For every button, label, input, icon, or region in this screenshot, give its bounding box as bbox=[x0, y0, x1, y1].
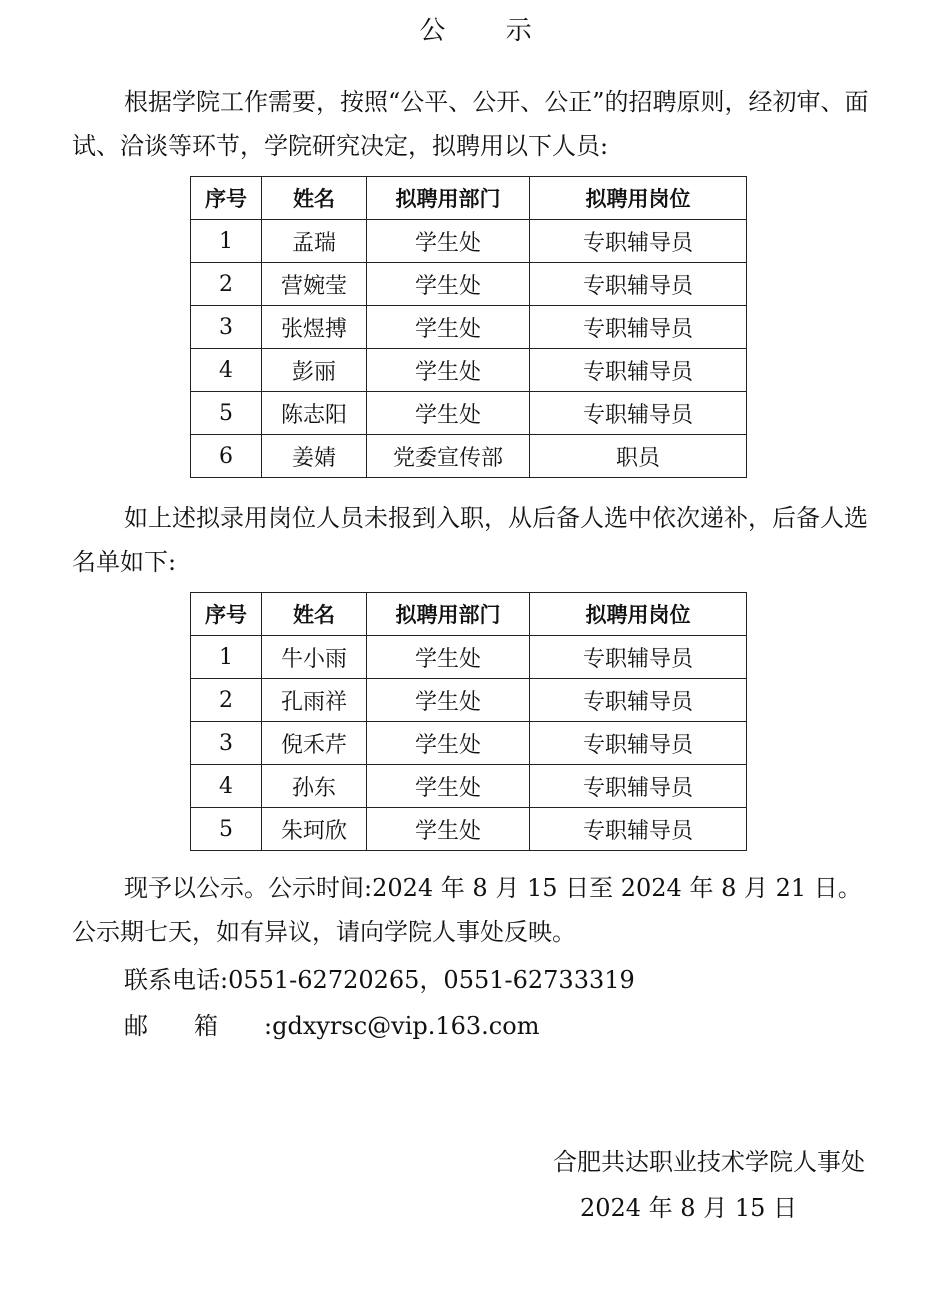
cell-post: 专职辅导员 bbox=[530, 679, 747, 722]
contact-phone-line bbox=[124, 958, 635, 1002]
cell-post: 专职辅导员 bbox=[530, 349, 747, 392]
cell-no: 2 bbox=[191, 679, 262, 722]
cell-no: 5 bbox=[191, 392, 262, 435]
cell-post: 专职辅导员 bbox=[530, 636, 747, 679]
cell-name: 张煜搏 bbox=[262, 306, 367, 349]
cell-name: 姜婧 bbox=[262, 435, 367, 478]
cell-name: 孔雨祥 bbox=[262, 679, 367, 722]
cell-post: 专职辅导员 bbox=[530, 722, 747, 765]
cell-dept: 学生处 bbox=[367, 306, 530, 349]
cell-name: 彭丽 bbox=[262, 349, 367, 392]
table-row bbox=[191, 636, 747, 679]
cell-dept: 学生处 bbox=[367, 808, 530, 851]
table-row bbox=[191, 722, 747, 765]
cell-name: 孙东 bbox=[262, 765, 367, 808]
cell-no: 1 bbox=[191, 636, 262, 679]
cell-post: 专职辅导员 bbox=[530, 392, 747, 435]
table-header-row bbox=[191, 177, 747, 220]
table-row bbox=[191, 306, 747, 349]
cell-dept: 学生处 bbox=[367, 392, 530, 435]
cell-post: 专职辅导员 bbox=[530, 808, 747, 851]
table-row bbox=[191, 349, 747, 392]
header-no: 序号 bbox=[191, 177, 262, 220]
cell-dept: 学生处 bbox=[367, 220, 530, 263]
header-no: 序号 bbox=[191, 593, 262, 636]
cell-name: 倪禾芹 bbox=[262, 722, 367, 765]
table-row bbox=[191, 808, 747, 851]
hires-table bbox=[190, 176, 747, 478]
cell-dept: 党委宣传部 bbox=[367, 435, 530, 478]
cell-no: 1 bbox=[191, 220, 262, 263]
header-post: 拟聘用岗位 bbox=[530, 593, 747, 636]
table-row bbox=[191, 435, 747, 478]
cell-no: 5 bbox=[191, 808, 262, 851]
backup-intro-paragraph: 如上述拟录用岗位人员未报到入职，从后备人选中依次递补，后备人选名单如下: bbox=[72, 504, 868, 576]
header-name: 姓名 bbox=[262, 177, 367, 220]
cell-post: 专职辅导员 bbox=[530, 306, 747, 349]
cell-dept: 学生处 bbox=[367, 636, 530, 679]
table-row bbox=[191, 263, 747, 306]
email-value: :gdxyrsc@vip.163.com bbox=[264, 1012, 540, 1040]
header-name: 姓名 bbox=[262, 593, 367, 636]
cell-dept: 学生处 bbox=[367, 765, 530, 808]
cell-dept: 学生处 bbox=[367, 722, 530, 765]
cell-no: 4 bbox=[191, 349, 262, 392]
header-dept: 拟聘用部门 bbox=[367, 177, 530, 220]
signature-organization: 合肥共达职业技术学院人事处 bbox=[553, 1148, 865, 1176]
phone-value: 0551-62720265，0551-62733319 bbox=[228, 966, 635, 994]
header-dept: 拟聘用部门 bbox=[367, 593, 530, 636]
header-post: 拟聘用岗位 bbox=[530, 177, 747, 220]
cell-post: 专职辅导员 bbox=[530, 220, 747, 263]
cell-name: 孟瑞 bbox=[262, 220, 367, 263]
intro-paragraph: 根据学院工作需要，按照“公平、公开、公正”的招聘原则，经初审、面试、洽谈等环节，学院研究决定，拟聘用以下人员: bbox=[72, 88, 869, 160]
signature-date: 2024 年 8 月 15 日 bbox=[579, 1194, 797, 1222]
cell-post: 职员 bbox=[530, 435, 747, 478]
phone-label: 联系电话: bbox=[124, 966, 229, 994]
cell-no: 6 bbox=[191, 435, 262, 478]
contact-email-line bbox=[124, 1004, 539, 1048]
notice-period-paragraph: 现予以公示。公示时间:2024 年 8 月 15 日至 2024 年 8 月 21 日。公示期七天，如有异议，请向学院人事处反映。 bbox=[72, 874, 862, 946]
cell-no: 3 bbox=[191, 722, 262, 765]
cell-no: 4 bbox=[191, 765, 262, 808]
page-title: 公 示 bbox=[419, 16, 558, 46]
cell-dept: 学生处 bbox=[367, 679, 530, 722]
table-row bbox=[191, 765, 747, 808]
cell-name: 营婉莹 bbox=[262, 263, 367, 306]
cell-name: 牛小雨 bbox=[262, 636, 367, 679]
cell-name: 陈志阳 bbox=[262, 392, 367, 435]
cell-no: 3 bbox=[191, 306, 262, 349]
backups-table bbox=[190, 592, 747, 851]
cell-dept: 学生处 bbox=[367, 349, 530, 392]
cell-no: 2 bbox=[191, 263, 262, 306]
table-row bbox=[191, 392, 747, 435]
cell-dept: 学生处 bbox=[367, 263, 530, 306]
email-label: 邮箱 bbox=[124, 1012, 264, 1040]
cell-post: 专职辅导员 bbox=[530, 263, 747, 306]
table-row bbox=[191, 679, 747, 722]
table-header-row bbox=[191, 593, 747, 636]
table-row bbox=[191, 220, 747, 263]
cell-post: 专职辅导员 bbox=[530, 765, 747, 808]
cell-name: 朱珂欣 bbox=[262, 808, 367, 851]
